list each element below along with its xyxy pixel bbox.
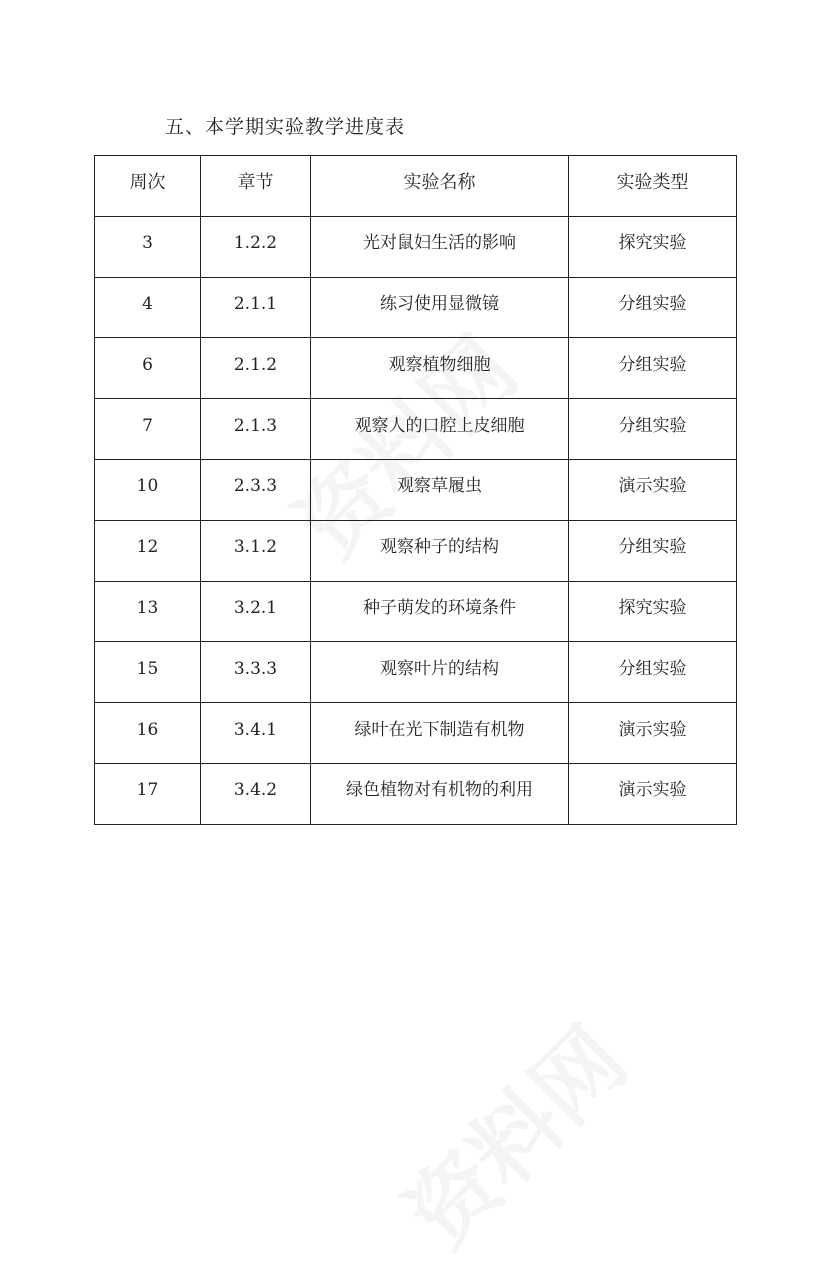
watermark — [374, 995, 650, 1271]
table-header-row — [95, 156, 737, 217]
cell-chapter: 2.1.3 — [201, 399, 311, 460]
cell-experiment-name: 观察人的口腔上皮细胞 — [311, 399, 569, 460]
cell-experiment-name: 光对鼠妇生活的影响 — [311, 216, 569, 277]
cell-experiment-type: 探究实验 — [569, 581, 737, 642]
table-row — [95, 277, 737, 338]
table-row — [95, 520, 737, 581]
cell-chapter: 1.2.2 — [201, 216, 311, 277]
cell-week: 12 — [95, 520, 201, 581]
cell-experiment-type: 分组实验 — [569, 338, 737, 399]
cell-week: 13 — [95, 581, 201, 642]
header-week: 周次 — [95, 156, 201, 217]
cell-experiment-name: 种子萌发的环境条件 — [311, 581, 569, 642]
cell-experiment-type: 演示实验 — [569, 763, 737, 824]
header-experiment-name: 实验名称 — [311, 156, 569, 217]
cell-week: 4 — [95, 277, 201, 338]
table-row — [95, 763, 737, 824]
cell-experiment-name: 绿色植物对有机物的利用 — [311, 763, 569, 824]
table-row — [95, 459, 737, 520]
table-row — [95, 338, 737, 399]
cell-experiment-type: 分组实验 — [569, 642, 737, 703]
header-chapter: 章节 — [201, 156, 311, 217]
cell-experiment-type: 分组实验 — [569, 520, 737, 581]
cell-experiment-type: 演示实验 — [569, 703, 737, 764]
cell-experiment-name: 练习使用显微镜 — [311, 277, 569, 338]
cell-week: 15 — [95, 642, 201, 703]
cell-experiment-type: 探究实验 — [569, 216, 737, 277]
cell-experiment-name: 观察植物细胞 — [311, 338, 569, 399]
table-row — [95, 703, 737, 764]
cell-chapter: 2.1.2 — [201, 338, 311, 399]
table-row — [95, 642, 737, 703]
cell-week: 3 — [95, 216, 201, 277]
cell-experiment-type: 分组实验 — [569, 277, 737, 338]
cell-chapter: 3.3.3 — [201, 642, 311, 703]
cell-experiment-name: 绿叶在光下制造有机物 — [311, 703, 569, 764]
cell-chapter: 3.4.1 — [201, 703, 311, 764]
cell-week: 16 — [95, 703, 201, 764]
cell-experiment-type: 分组实验 — [569, 399, 737, 460]
cell-week: 17 — [95, 763, 201, 824]
table-row — [95, 399, 737, 460]
cell-chapter: 3.2.1 — [201, 581, 311, 642]
section-heading: 五、本学期实验教学进度表 — [165, 116, 406, 138]
header-experiment-type: 实验类型 — [569, 156, 737, 217]
cell-week: 7 — [95, 399, 201, 460]
cell-week: 6 — [95, 338, 201, 399]
table-row — [95, 216, 737, 277]
table-row — [95, 581, 737, 642]
cell-chapter: 3.4.2 — [201, 763, 311, 824]
cell-chapter: 2.3.3 — [201, 459, 311, 520]
cell-experiment-name: 观察草履虫 — [311, 459, 569, 520]
experiment-schedule-table — [94, 155, 737, 825]
cell-chapter: 3.1.2 — [201, 520, 311, 581]
cell-chapter: 2.1.1 — [201, 277, 311, 338]
cell-experiment-type: 演示实验 — [569, 459, 737, 520]
cell-experiment-name: 观察叶片的结构 — [311, 642, 569, 703]
cell-experiment-name: 观察种子的结构 — [311, 520, 569, 581]
cell-week: 10 — [95, 459, 201, 520]
